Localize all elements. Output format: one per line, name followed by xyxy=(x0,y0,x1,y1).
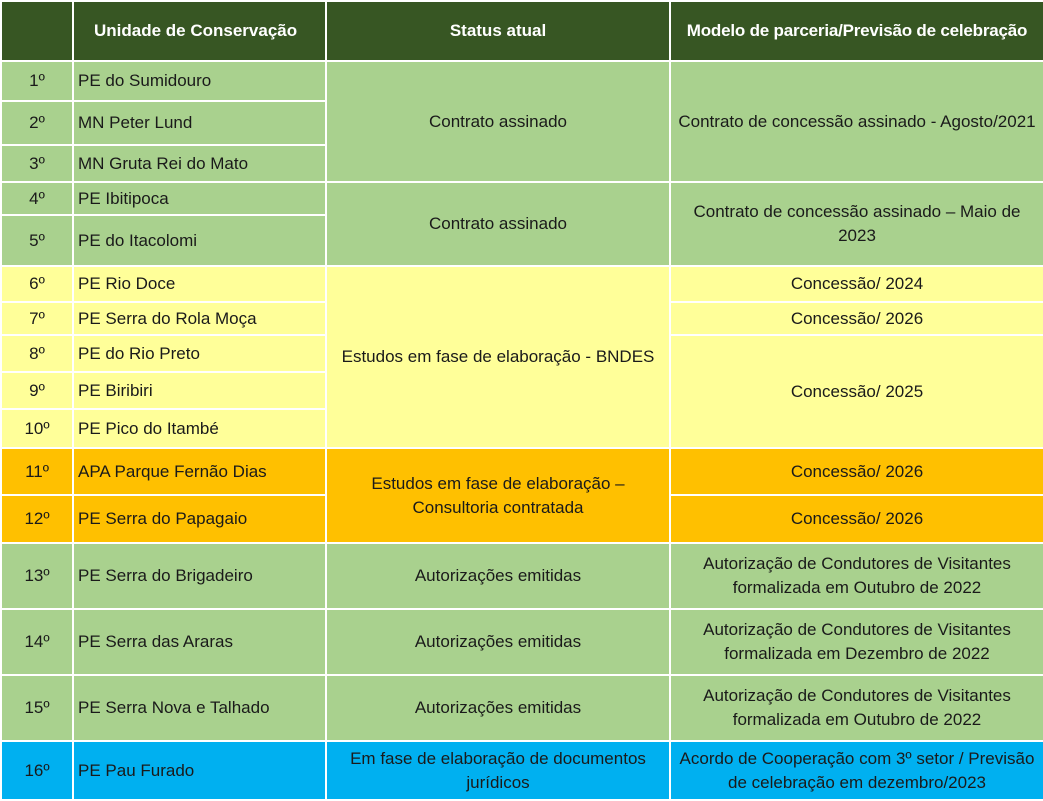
row-number: 16º xyxy=(1,741,73,800)
header-model: Modelo de parceria/Previsão de celebração xyxy=(670,1,1043,61)
row-number: 8º xyxy=(1,335,73,372)
header-unit: Unidade de Conservação xyxy=(73,1,326,61)
row-number: 11º xyxy=(1,448,73,495)
header-row xyxy=(1,1,1043,61)
model-cell: Concessão/ 2025 xyxy=(670,335,1043,448)
unit-name: PE Pau Furado xyxy=(73,741,326,800)
row-number: 10º xyxy=(1,409,73,448)
model-cell: Contrato de concessão assinado - Agosto/2021 xyxy=(670,61,1043,182)
model-cell: Concessão/ 2026 xyxy=(670,495,1043,543)
table-row xyxy=(1,609,1043,675)
row-number: 1º xyxy=(1,61,73,101)
status-cell: Em fase de elaboração de documentos jurídicos xyxy=(326,741,670,800)
unit-name: MN Peter Lund xyxy=(73,101,326,145)
unit-name: PE Serra do Papagaio xyxy=(73,495,326,543)
unit-name: PE do Itacolomi xyxy=(73,215,326,266)
header-status: Status atual xyxy=(326,1,670,61)
row-number: 13º xyxy=(1,543,73,609)
row-number: 14º xyxy=(1,609,73,675)
unit-name: APA Parque Fernão Dias xyxy=(73,448,326,495)
table-row xyxy=(1,61,1043,101)
table-row xyxy=(1,741,1043,800)
table-row xyxy=(1,266,1043,302)
row-number: 7º xyxy=(1,302,73,335)
model-cell: Acordo de Cooperação com 3º setor / Previsão de celebração em dezembro/2023 xyxy=(670,741,1043,800)
status-cell: Contrato assinado xyxy=(326,182,670,266)
row-number: 5º xyxy=(1,215,73,266)
row-number: 2º xyxy=(1,101,73,145)
status-cell: Estudos em fase de elaboração - BNDES xyxy=(326,266,670,448)
model-cell: Concessão/ 2026 xyxy=(670,448,1043,495)
unit-name: PE do Sumidouro xyxy=(73,61,326,101)
model-cell: Contrato de concessão assinado – Maio de 2023 xyxy=(670,182,1043,266)
status-cell: Autorizações emitidas xyxy=(326,675,670,741)
row-number: 4º xyxy=(1,182,73,215)
unit-name: PE Serra do Rola Moça xyxy=(73,302,326,335)
status-cell: Estudos em fase de elaboração – Consultoria contratada xyxy=(326,448,670,543)
unit-name: PE Biribiri xyxy=(73,372,326,409)
row-number: 15º xyxy=(1,675,73,741)
model-cell: Autorização de Condutores de Visitantes formalizada em Dezembro de 2022 xyxy=(670,609,1043,675)
unit-name: PE Serra do Brigadeiro xyxy=(73,543,326,609)
table-row xyxy=(1,543,1043,609)
status-cell: Autorizações emitidas xyxy=(326,543,670,609)
unit-name: PE Pico do Itambé xyxy=(73,409,326,448)
row-number: 12º xyxy=(1,495,73,543)
header-num xyxy=(1,1,73,61)
unit-name: PE do Rio Preto xyxy=(73,335,326,372)
model-cell: Concessão/ 2026 xyxy=(670,302,1043,335)
row-number: 6º xyxy=(1,266,73,302)
model-cell: Concessão/ 2024 xyxy=(670,266,1043,302)
unit-name: PE Ibitipoca xyxy=(73,182,326,215)
unit-name: MN Gruta Rei do Mato xyxy=(73,145,326,182)
row-number: 9º xyxy=(1,372,73,409)
table-row xyxy=(1,675,1043,741)
unit-name: PE Rio Doce xyxy=(73,266,326,302)
row-number: 3º xyxy=(1,145,73,182)
table-row xyxy=(1,448,1043,495)
status-cell: Autorizações emitidas xyxy=(326,609,670,675)
status-cell: Contrato assinado xyxy=(326,61,670,182)
model-cell: Autorização de Condutores de Visitantes formalizada em Outubro de 2022 xyxy=(670,543,1043,609)
model-cell: Autorização de Condutores de Visitantes formalizada em Outubro de 2022 xyxy=(670,675,1043,741)
unit-name: PE Serra Nova e Talhado xyxy=(73,675,326,741)
table-row xyxy=(1,182,1043,215)
unit-name: PE Serra das Araras xyxy=(73,609,326,675)
